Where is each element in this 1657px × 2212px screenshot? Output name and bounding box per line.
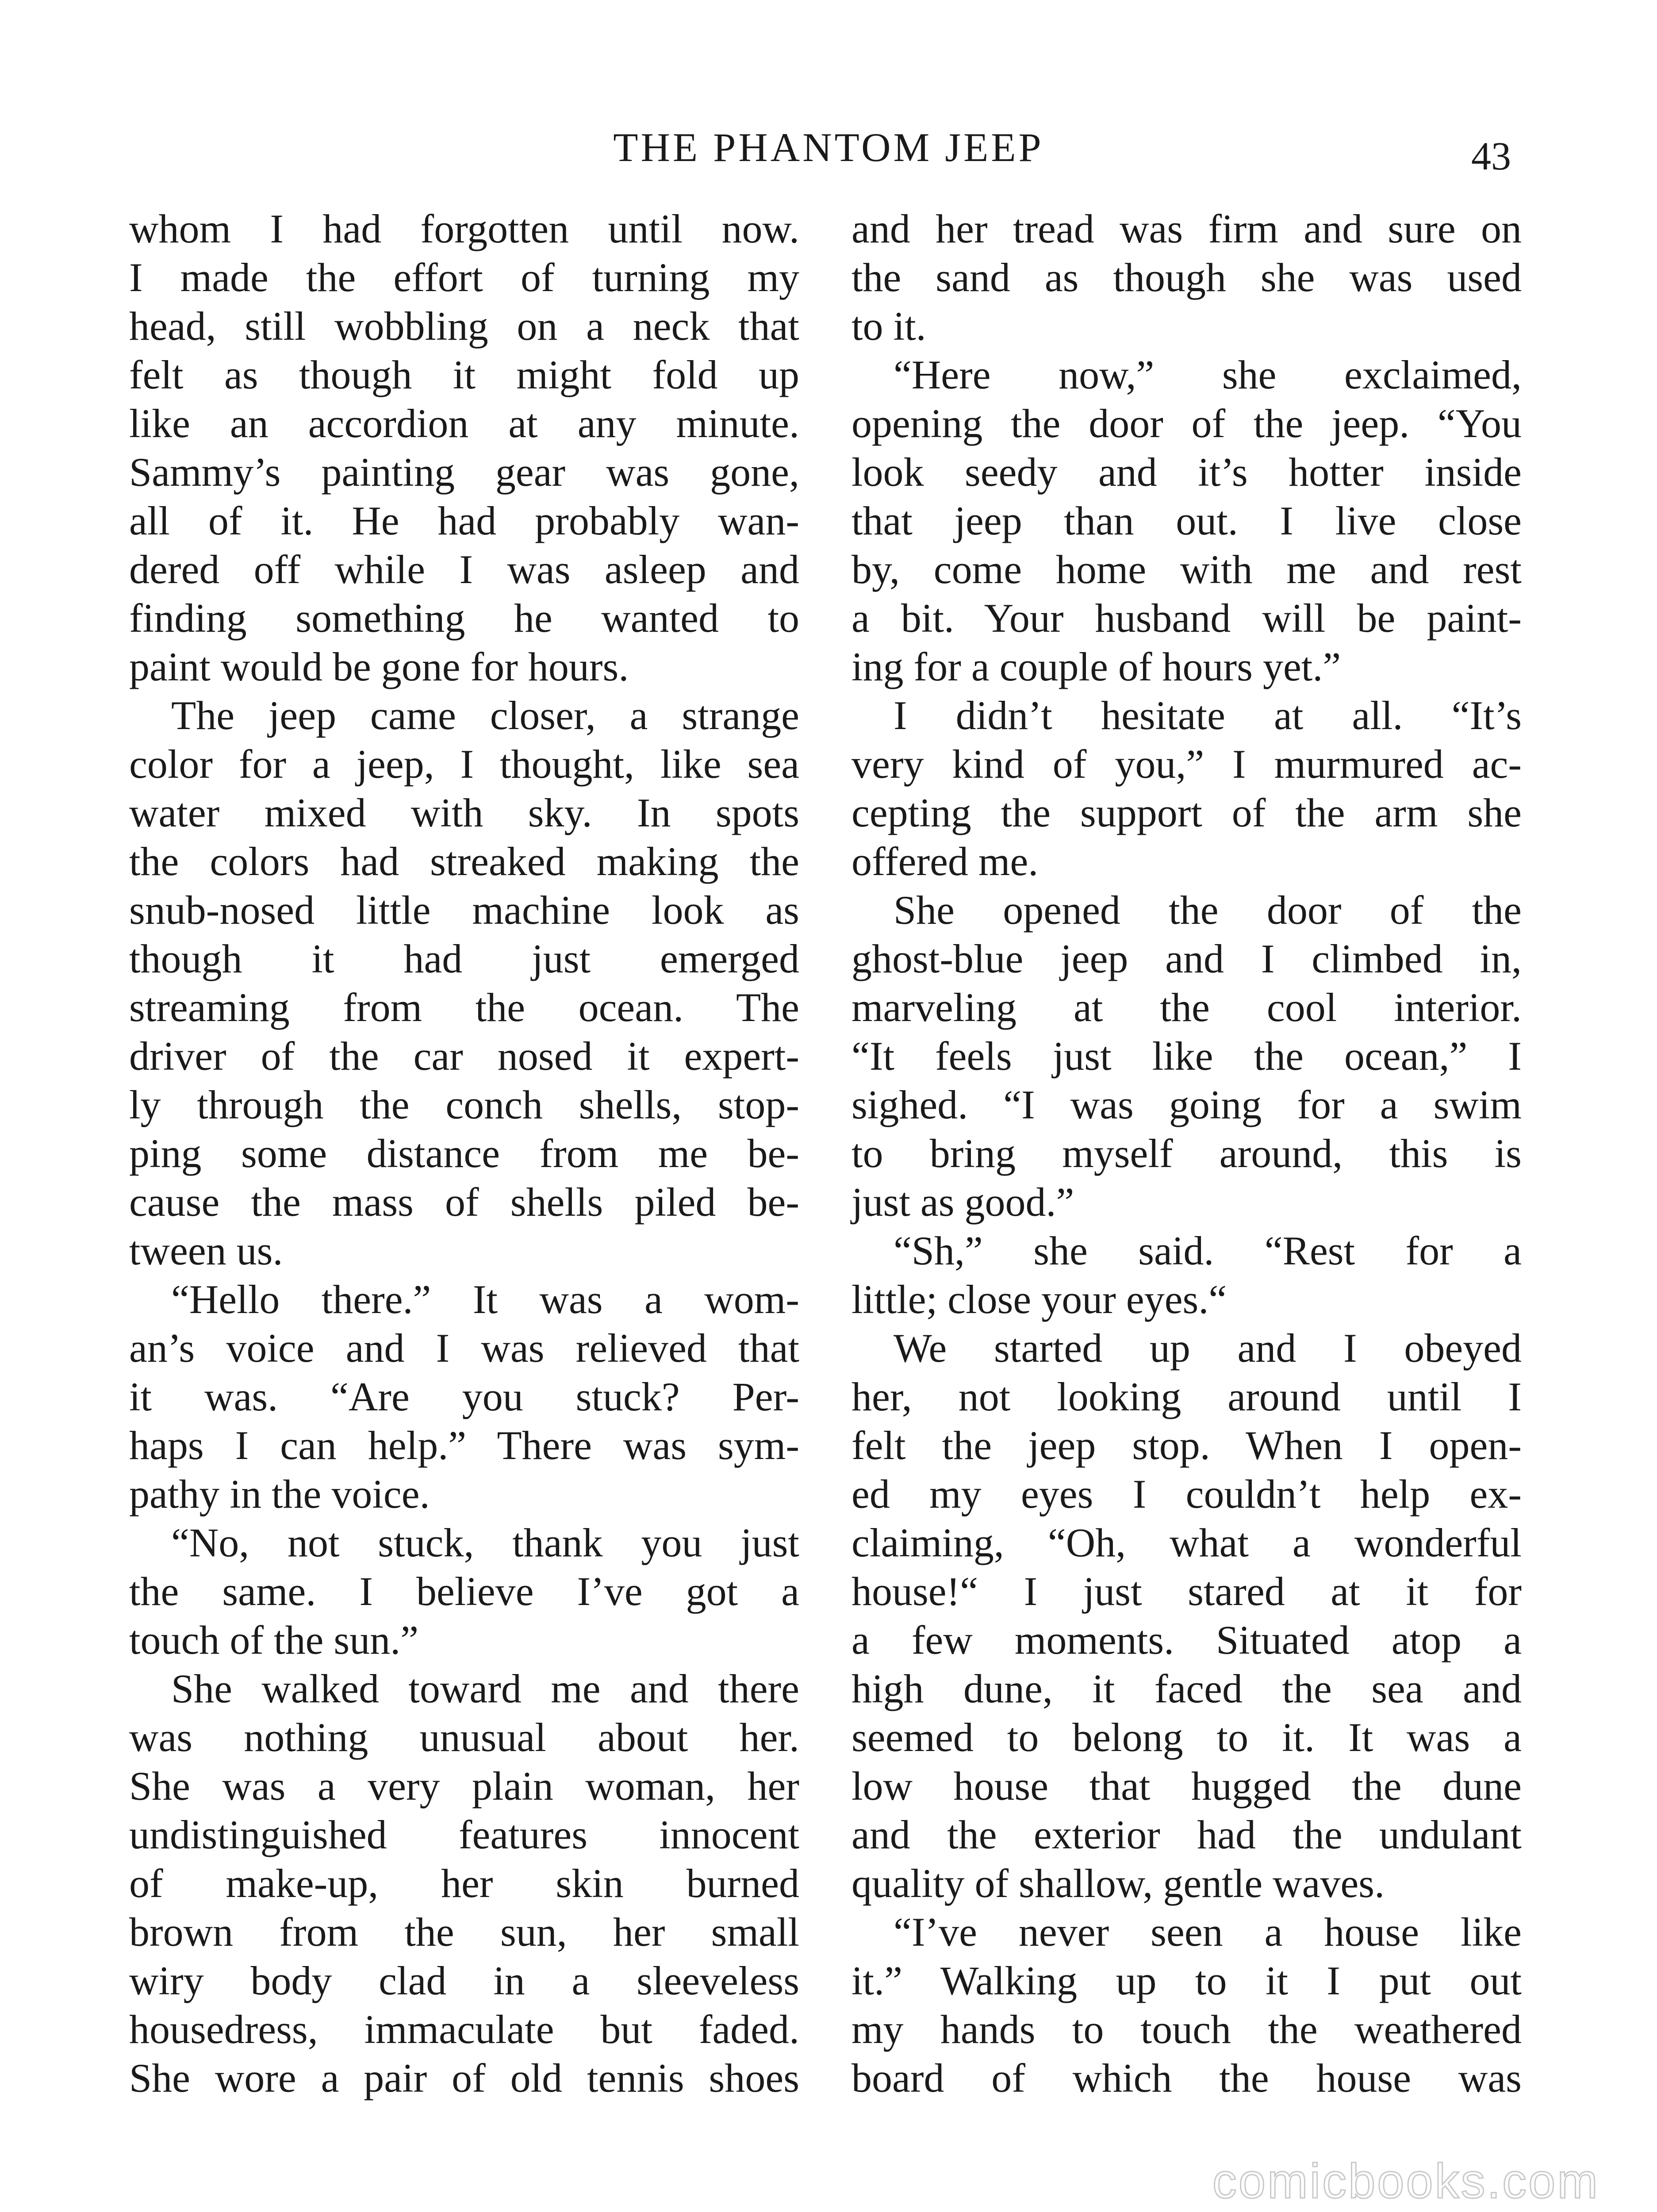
text-line: She opened the door of the [894, 887, 1522, 933]
text-line: by, come home with me and rest [852, 547, 1522, 592]
text-line: streaming from the ocean. The [129, 985, 799, 1030]
text-line: ghost-blue jeep and I climbed in, [852, 936, 1522, 981]
text-line: undistinguished features innocent [129, 1812, 799, 1857]
text-line: cause the mass of shells piled be- [129, 1179, 799, 1225]
text-line: look seedy and it’s hotter inside [852, 449, 1522, 495]
text-line: “No, not stuck, thank you just [171, 1520, 799, 1565]
text-line: and the exterior had the undulant [852, 1812, 1522, 1857]
text-line: Sammy’s painting gear was gone, [129, 449, 799, 495]
text-line: it was. “Are you stuck? Per- [129, 1374, 799, 1419]
text-line: snub-nosed little machine look as [129, 887, 799, 933]
text-line: tween us. [129, 1228, 283, 1273]
text-line: sighed. “I was going for a swim [852, 1082, 1522, 1127]
text-line: ed my eyes I couldn’t help ex- [852, 1471, 1522, 1517]
text-line: color for a jeep, I thought, like sea [129, 741, 799, 787]
text-line: She was a very plain woman, her [129, 1763, 799, 1809]
text-line: wiry body clad in a sleeveless [129, 1958, 799, 2003]
text-line: dered off while I was asleep and [129, 547, 799, 592]
text-line: offered me. [852, 839, 1039, 884]
text-line: brown from the sun, her small [129, 1909, 799, 1955]
text-line: little; close your eyes.“ [852, 1277, 1227, 1322]
page-number: 43 [1471, 134, 1511, 178]
text-line: that jeep than out. I live close [852, 498, 1522, 543]
site-watermark: comicbooks.com [1212, 2154, 1599, 2208]
text-line: house!“ I just stared at it for [852, 1569, 1522, 1614]
text-line: I didn’t hesitate at all. “It’s [894, 693, 1522, 738]
text-line: all of it. He had probably wan- [129, 498, 799, 543]
text-line: “Here now,” she exclaimed, [894, 352, 1522, 397]
running-title: THE PHANTOM JEEP [613, 125, 1044, 170]
text-line: “Hello there.” It was a wom- [171, 1277, 799, 1322]
page-header [0, 124, 1657, 186]
text-line: marveling at the cool interior. [852, 985, 1522, 1030]
text-line: touch of the sun.” [129, 1617, 419, 1663]
text-line: low house that hugged the dune [852, 1763, 1522, 1809]
text-line: “Sh,” she said. “Rest for a [894, 1228, 1522, 1273]
text-line: high dune, it faced the sea and [852, 1666, 1522, 1711]
text-line: felt the jeep stop. When I open- [852, 1423, 1522, 1468]
text-line: ping some distance from me be- [129, 1131, 799, 1176]
left-text-column [129, 204, 799, 2102]
text-line: I made the effort of turning my [129, 255, 799, 300]
text-line: it.” Walking up to it I put out [852, 1958, 1522, 2003]
text-line: just as good.” [852, 1179, 1074, 1225]
text-line: a few moments. Situated atop a [852, 1617, 1522, 1663]
text-line: haps I can help.” There was sym- [129, 1423, 799, 1468]
text-line: like an accordion at any minute. [129, 401, 799, 446]
text-line: claiming, “Oh, what a wonderful [852, 1520, 1522, 1565]
text-line: “It feels just like the ocean,” I [852, 1033, 1522, 1079]
text-line: housedress, immaculate but faded. [129, 2007, 799, 2052]
text-line: was nothing unusual about her. [129, 1715, 799, 1760]
text-line: her, not looking around until I [852, 1374, 1522, 1419]
text-line: We started up and I obeyed [894, 1325, 1522, 1371]
text-line: opening the door of the jeep. “You [852, 401, 1522, 446]
text-line: my hands to touch the weathered [852, 2007, 1522, 2052]
text-line: “I’ve never seen a house like [894, 1909, 1522, 1955]
text-line: pathy in the voice. [129, 1471, 430, 1517]
text-line: head, still wobbling on a neck that [129, 303, 799, 349]
text-line: the same. I believe I’ve got a [129, 1569, 799, 1614]
text-line: She wore a pair of old tennis shoes [129, 2055, 799, 2101]
text-line: water mixed with sky. In spots [129, 790, 799, 835]
text-line: cepting the support of the arm she [852, 790, 1522, 835]
text-line: the sand as though she was used [852, 255, 1522, 300]
text-line: of make-up, her skin burned [129, 1861, 799, 1906]
text-line: ing for a couple of hours yet.” [852, 644, 1341, 689]
text-line: the colors had streaked making the [129, 839, 799, 884]
text-line: to it. [852, 303, 926, 349]
text-line: quality of shallow, gentle waves. [852, 1861, 1385, 1906]
text-line: seemed to belong to it. It was a [852, 1715, 1522, 1760]
text-line: to bring myself around, this is [852, 1131, 1522, 1176]
right-text-column [852, 204, 1522, 2102]
text-line: She walked toward me and there [171, 1666, 799, 1711]
text-line: paint would be gone for hours. [129, 644, 629, 689]
text-line: board of which the house was [852, 2055, 1522, 2101]
text-line: though it had just emerged [129, 936, 799, 981]
text-line: finding something he wanted to [129, 595, 799, 641]
text-line: very kind of you,” I murmured ac- [852, 741, 1522, 787]
text-line: felt as though it might fold up [129, 352, 799, 397]
text-line: an’s voice and I was relieved that [129, 1325, 799, 1371]
text-line: and her tread was firm and sure on [852, 206, 1522, 251]
text-line: The jeep came closer, a strange [171, 693, 799, 738]
text-line: whom I had forgotten until now. [129, 206, 799, 251]
text-line: driver of the car nosed it expert- [129, 1033, 799, 1079]
text-line: ly through the conch shells, stop- [129, 1082, 799, 1127]
text-line: a bit. Your husband will be paint- [852, 595, 1522, 641]
